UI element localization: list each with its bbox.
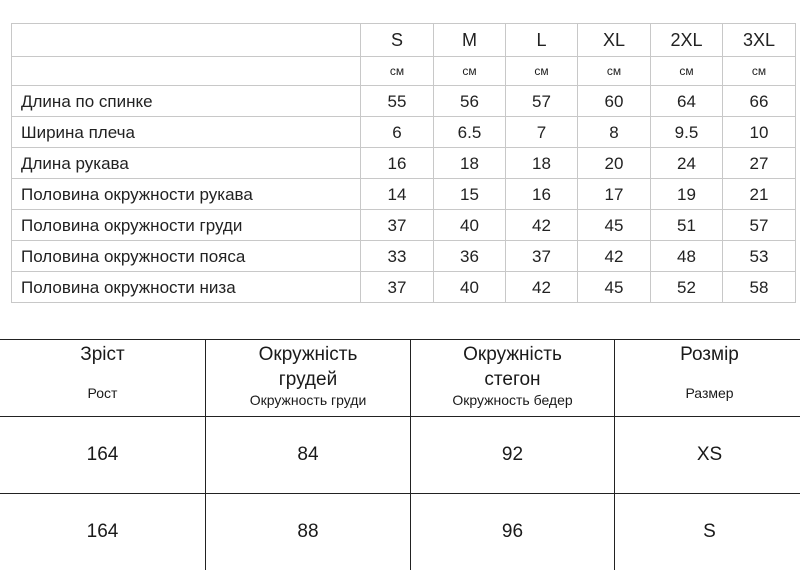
measurement-value: 52: [651, 272, 723, 303]
header-empty-cell: [12, 24, 361, 57]
measurement-value: 37: [361, 210, 434, 241]
measurement-row: [12, 179, 796, 210]
measurement-value: 15: [434, 179, 506, 210]
measurement-value: 19: [651, 179, 723, 210]
measurement-value: 40: [434, 210, 506, 241]
fit-value: 164: [0, 494, 206, 570]
unit-cell: см: [578, 57, 651, 86]
header-ru: Размер: [615, 385, 800, 401]
fit-value: S: [615, 494, 800, 570]
fit-header-cell: [615, 340, 800, 417]
measurement-value: 21: [723, 179, 796, 210]
measurement-value: 33: [361, 241, 434, 272]
unit-cell: см: [361, 57, 434, 86]
measurement-value: 57: [506, 86, 578, 117]
header-ua-line1: Окружність: [411, 345, 614, 365]
header-ua-line1: Зріст: [0, 345, 205, 365]
measurement-value: 20: [578, 148, 651, 179]
measurement-value: 56: [434, 86, 506, 117]
header-ua-line2: стегон: [411, 370, 614, 390]
measurement-value: 16: [506, 179, 578, 210]
fit-value: XS: [615, 417, 800, 494]
fit-row: [0, 417, 800, 494]
measurement-value: 37: [506, 241, 578, 272]
measurement-label: Длина рукава: [12, 148, 361, 179]
fit-value: 84: [206, 417, 411, 494]
measurement-value: 42: [578, 241, 651, 272]
measurement-row: [12, 210, 796, 241]
fit-value: 92: [411, 417, 615, 494]
measurement-value: 45: [578, 272, 651, 303]
measurement-label: Половина окружности низа: [12, 272, 361, 303]
measurement-value: 37: [361, 272, 434, 303]
measurement-label: Длина по спинке: [12, 86, 361, 117]
header-ru: Рост: [0, 385, 205, 401]
size-header: S: [361, 24, 434, 57]
measurement-value: 6: [361, 117, 434, 148]
measurement-value: 7: [506, 117, 578, 148]
fit-header-cell: [0, 340, 206, 417]
header-ua-line1: Окружність: [206, 345, 410, 365]
size-header: M: [434, 24, 506, 57]
measurement-value: 16: [361, 148, 434, 179]
fit-header-row: [0, 340, 800, 417]
measurement-value: 66: [723, 86, 796, 117]
measurement-value: 18: [434, 148, 506, 179]
size-header: 3XL: [723, 24, 796, 57]
measurement-label: Половина окружности груди: [12, 210, 361, 241]
fit-value: 164: [0, 417, 206, 494]
measurement-value: 51: [651, 210, 723, 241]
measurement-value: 45: [578, 210, 651, 241]
measurement-value: 60: [578, 86, 651, 117]
measurement-label: Ширина плеча: [12, 117, 361, 148]
measurement-value: 6.5: [434, 117, 506, 148]
measurement-value: 36: [434, 241, 506, 272]
header-ua-line1: Розмір: [615, 345, 800, 365]
unit-empty-cell: [12, 57, 361, 86]
unit-cell: см: [651, 57, 723, 86]
measurement-value: 64: [651, 86, 723, 117]
measurement-value: 9.5: [651, 117, 723, 148]
size-header: 2XL: [651, 24, 723, 57]
unit-row: [12, 57, 796, 86]
measurement-value: 17: [578, 179, 651, 210]
measurement-value: 42: [506, 272, 578, 303]
fit-value: 88: [206, 494, 411, 570]
measurement-value: 58: [723, 272, 796, 303]
measurement-value: 14: [361, 179, 434, 210]
fit-table: [0, 339, 800, 570]
measurement-value: 55: [361, 86, 434, 117]
header-ru: Окружность груди: [206, 392, 410, 408]
fit-header-cell: [411, 340, 615, 417]
measurement-value: 57: [723, 210, 796, 241]
measurement-row: [12, 86, 796, 117]
unit-cell: см: [723, 57, 796, 86]
measurement-row: [12, 117, 796, 148]
header-ua-line2: грудей: [206, 370, 410, 390]
fit-row: [0, 494, 800, 570]
size-header: XL: [578, 24, 651, 57]
fit-value: 96: [411, 494, 615, 570]
measurement-label: Половина окружности рукава: [12, 179, 361, 210]
measurement-row: [12, 272, 796, 303]
measurement-row: [12, 241, 796, 272]
measurement-value: 24: [651, 148, 723, 179]
measurement-value: 18: [506, 148, 578, 179]
header-ru: Окружность бедер: [411, 392, 614, 408]
measurement-value: 27: [723, 148, 796, 179]
measurement-value: 48: [651, 241, 723, 272]
measurement-value: 8: [578, 117, 651, 148]
unit-cell: см: [506, 57, 578, 86]
size-header: L: [506, 24, 578, 57]
unit-cell: см: [434, 57, 506, 86]
measurement-row: [12, 148, 796, 179]
measurement-value: 42: [506, 210, 578, 241]
size-header-row: [12, 24, 796, 57]
measurement-value: 40: [434, 272, 506, 303]
measurement-value: 53: [723, 241, 796, 272]
size-chart-table: [11, 23, 796, 303]
fit-header-cell: [206, 340, 411, 417]
measurement-value: 10: [723, 117, 796, 148]
measurement-label: Половина окружности пояса: [12, 241, 361, 272]
